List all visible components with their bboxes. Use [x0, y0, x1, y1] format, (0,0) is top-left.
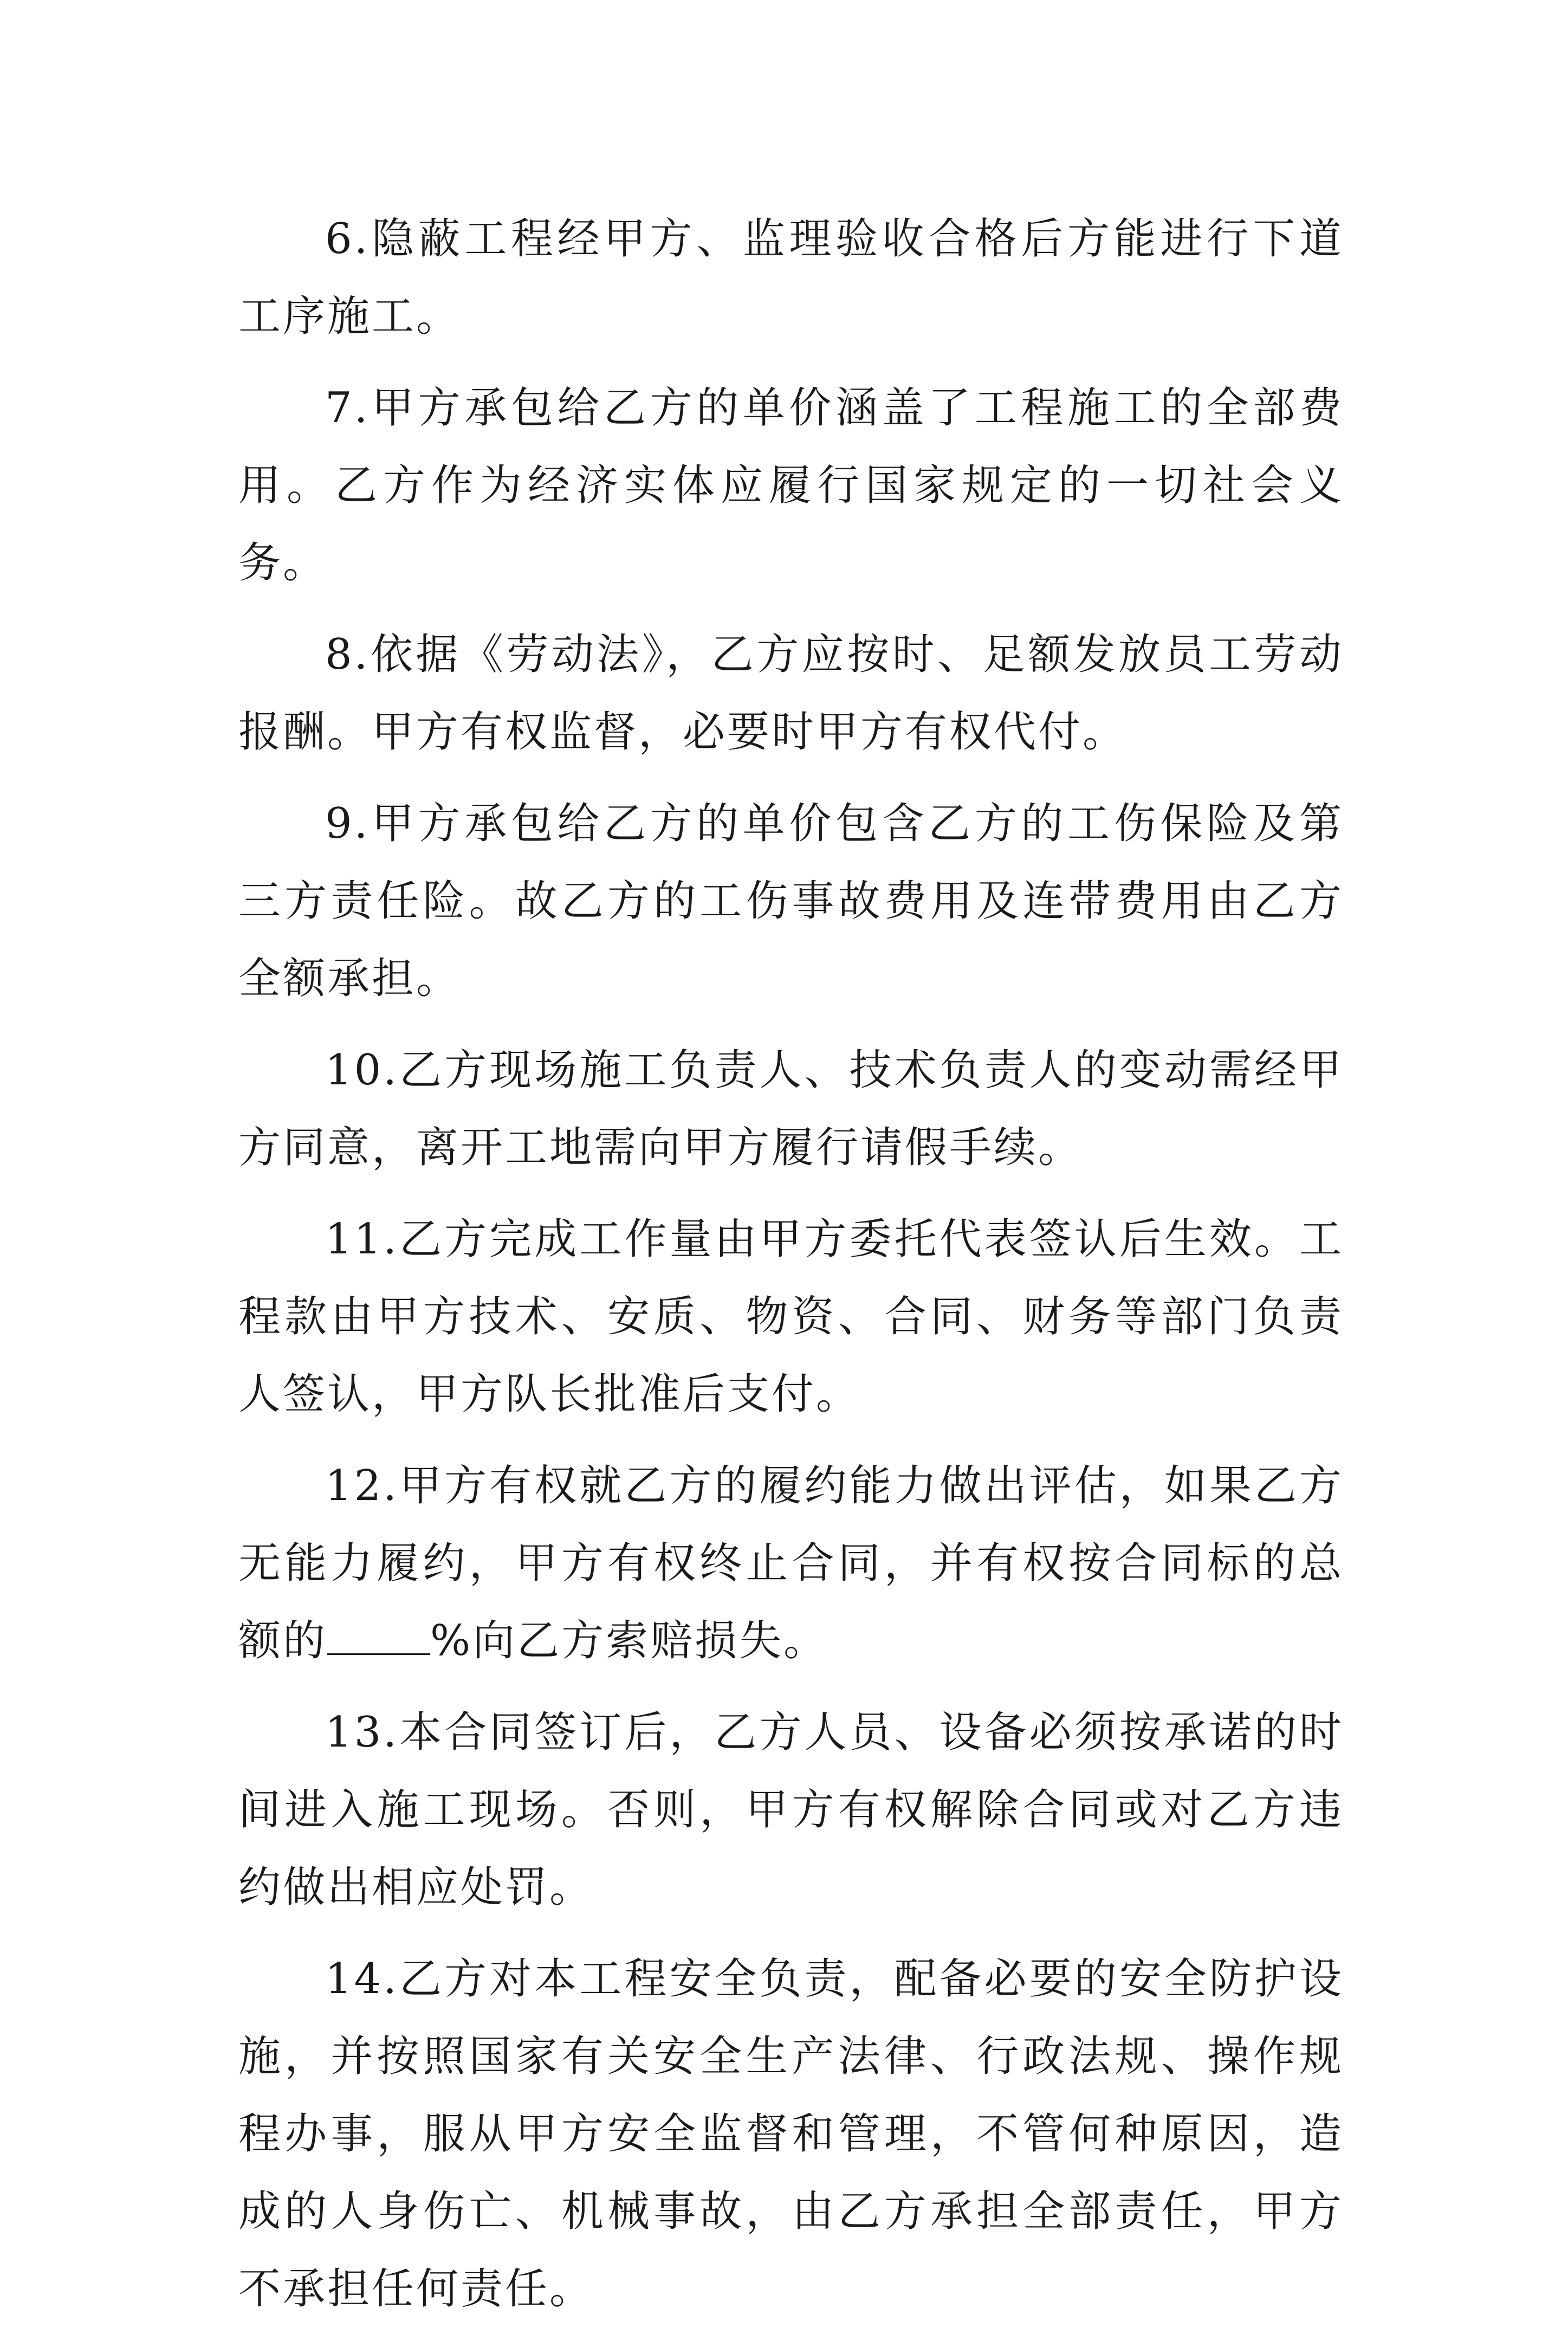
clause-12: [238, 1447, 1344, 1680]
clause-7: 7.甲方承包给乙方的单价涵盖了工程施工的全部费用。乙方作为经济实体应履行国家规定的一切社会义务。: [238, 384, 1344, 587]
clause-11: 11.乙方完成工作量由甲方委托代表签认后生效。工程款由甲方技术、安质、物资、合同、财务等部门负责人签认，甲方队长批准后支付。: [238, 1215, 1344, 1419]
clause-13: 13.本合同签订后，乙方人员、设备必须按承诺的时间进入施工现场。否则，甲方有权解除合同或对乙方违约做出相应处罚。: [238, 1708, 1344, 1912]
document-body: [238, 201, 1344, 2328]
clause-9: 9.甲方承包给乙方的单价包含乙方的工伤保险及第三方责任险。故乙方的工伤事故费用及连带费用由乙方全额承担。: [238, 799, 1344, 1003]
clause-6: 6.隐蔽工程经甲方、监理验收合格后方能进行下道工序施工。: [238, 215, 1344, 341]
clause-10: 10.乙方现场施工负责人、技术负责人的变动需经甲方同意，离开工地需向甲方履行请假手续。: [238, 1046, 1344, 1172]
clause-12-text-after-blank: %向乙方索赔损失。: [430, 1616, 828, 1665]
clause-14: 14.乙方对本工程安全负责，配备必要的安全防护设施，并按照国家有关安全生产法律、行政法规、操作规程办事，服从甲方安全监督和管理，不管何种原因，造成的人身伤亡、机械事故，由乙方承担全部责任，甲方不承担任何责任。: [238, 1955, 1344, 2313]
clause-8: 8.依据《劳动法》，乙方应按时、足额发放员工劳动报酬。甲方有权监督，必要时甲方有权代付。: [238, 630, 1344, 756]
clause-12-text-before-blank: 12.甲方有权就乙方的履约能力做出评估，如果乙方无能力履约，甲方有权终止合同，并有权按合同标的总额的: [238, 1462, 1344, 1665]
percentage-blank: [327, 1620, 430, 1655]
